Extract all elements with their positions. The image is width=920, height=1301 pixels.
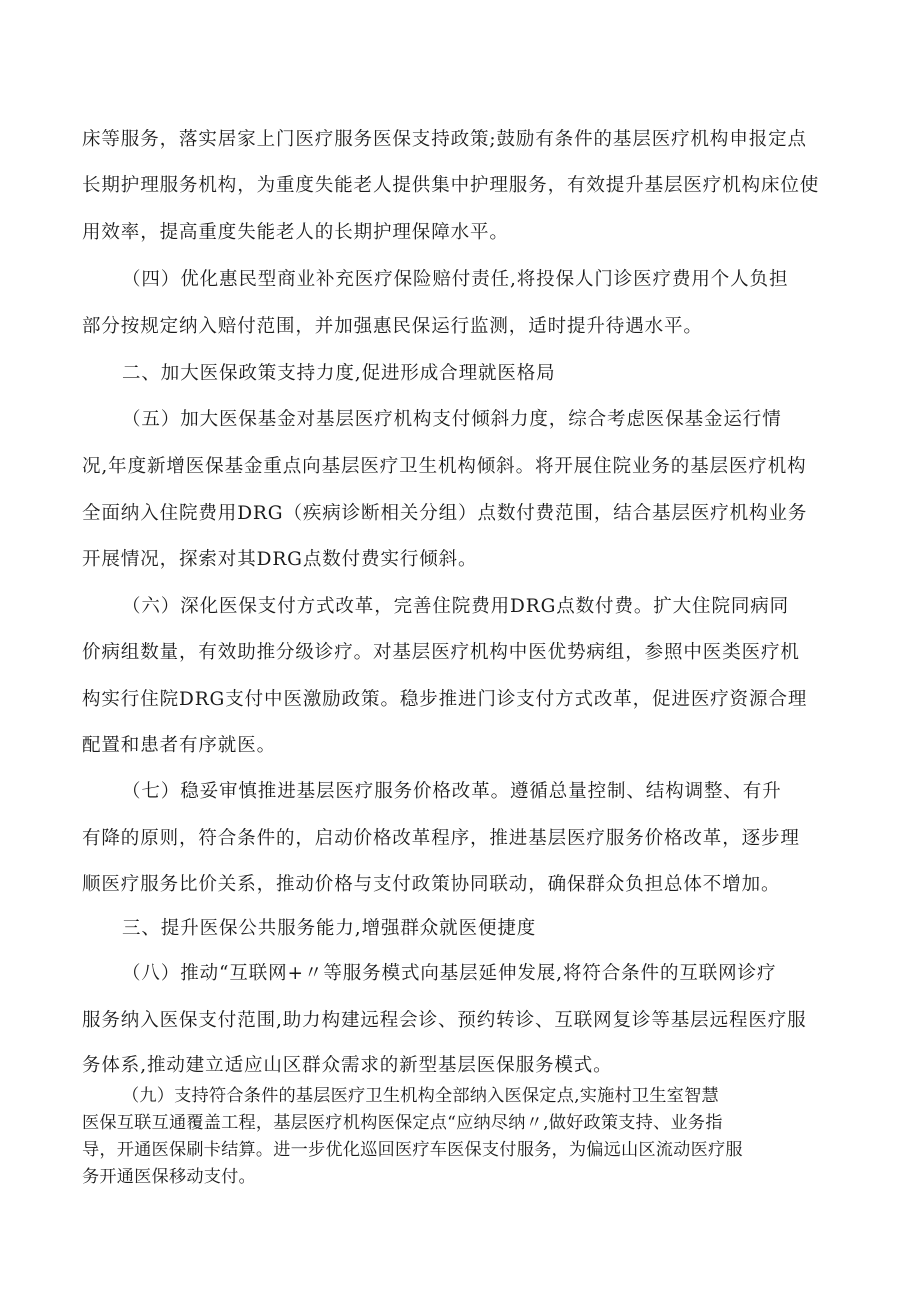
paragraph-line: 医保互联互通覆盖工程，基层医疗机构医保定点“应纳尽纳〃,做好政策支持、业务指 [82,1113,723,1133]
section-heading: 二、加大医保政策支持力度,促进形成合理就医格局 [122,363,556,384]
paragraph-line: 用效率，提高重度失能老人的长期护理保障水平。 [82,222,509,243]
paragraph-line: （九）支持符合条件的基层医疗卫生机构全部纳入医保定点,实施村卫生室智慧 [122,1086,719,1106]
paragraph-line: 务开通医保移动支付。 [82,1167,256,1187]
paragraph-line: （七）稳妥审慎推进基层医疗服务价格改革。遵循总量控制、结构调整、有升 [122,781,782,802]
paragraph-line: 有降的原则，符合条件的，启动价格改革程序，推进基层医疗服务价格改革，逐步理 [82,828,800,849]
paragraph-line: 导，开通医保刷卡结算。进一步优化巡回医疗车医保支付服务，为偏远山区流动医疗服 [82,1140,743,1160]
paragraph-line: 全面纳入住院费用DRG（疾病诊断相关分组）点数付费范围，结合基层医疗机构业务 [82,503,808,524]
paragraph-line: 务体系,推动建立适应山区群众需求的新型基层医保服务模式。 [82,1055,613,1076]
paragraph-line: 配置和患者有序就医。 [82,735,277,756]
section-heading: 三、提升医保公共服务能力,增强群众就医便捷度 [122,918,537,939]
paragraph-line: 况,年度新增医保基金重点向基层医疗卫生机构倾斜。将开展住院业务的基层医疗机构 [82,456,807,477]
paragraph-line: （五）加大医保基金对基层医疗机构支付倾斜力度，综合考虑医保基金运行情 [122,409,782,430]
paragraph-line: （四）优化惠民型商业补充医疗保险赔付责任,将投保人门诊医疗费用个人负担 [122,269,789,290]
paragraph-line: 开展情况，探索对其DRG点数付费实行倾斜。 [82,549,478,570]
paragraph-line: 顺医疗服务比价关系，推动价格与支付政策协同联动，确保群众负担总体不增加。 [82,874,781,895]
paragraph-line: 部分按规定纳入赔付范围，并加强惠民保运行监测，适时提升待遇水平。 [82,316,703,337]
paragraph-line: 服务纳入医保支付范围,助力构建远程会诊、预约转诊、互联网复诊等基层远程医疗服 [82,1010,807,1031]
paragraph-line: 构实行住院DRG支付中医激励政策。稳步推进门诊支付方式改革，促进医疗资源合理 [82,689,808,710]
paragraph-line: 长期护理服务机构，为重度失能老人提供集中护理服务，有效提升基层医疗机构床位使 [82,175,820,196]
paragraph-line: 床等服务，落实居家上门医疗服务医保支持政策;鼓励有条件的基层医疗机构申报定点 [82,129,807,150]
paragraph-line: （六）深化医保支付方式改革，完善住院费用DRG点数付费。扩大住院同病同 [122,596,790,617]
paragraph-line: 价病组数量，有效助推分级诊疗。对基层医疗机构中医优势病组，参照中医类医疗机 [82,642,800,663]
paragraph-line: （八）推动“互联网+〃等服务模式向基层延伸发展,将符合条件的互联网诊疗 [122,963,777,984]
